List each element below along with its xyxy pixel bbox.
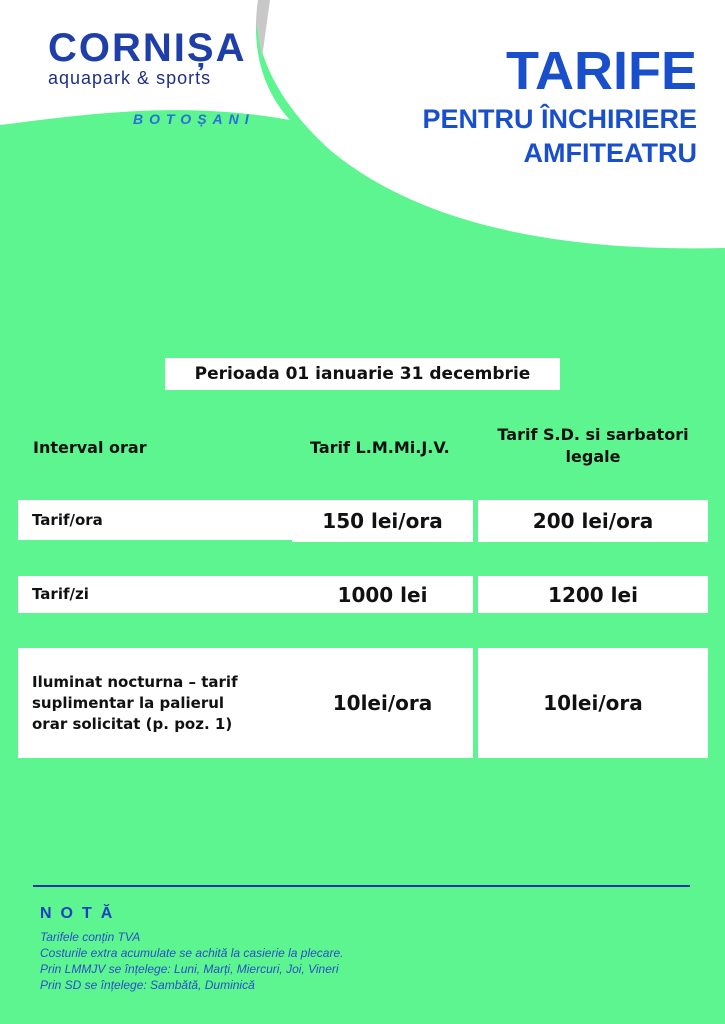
header-weekend [478,424,708,468]
brand-name: CORNIȘA [48,26,247,70]
row-night-label [18,648,301,758]
row-night-label-line1: Iluminat nocturna – tarif [32,672,238,691]
row-day-weekend: 1200 lei [478,576,708,613]
page-title [422,40,697,170]
period-banner: Perioada 01 ianuarie 31 decembrie [165,358,560,390]
nota-title: NOTĂ [40,905,122,922]
header-weekend-line2: legale [565,447,621,466]
title-main: TARIFE [506,41,697,101]
row-hour-weekend: 200 lei/ora [478,500,708,542]
brand-tagline: aquapark & sports [48,68,212,88]
header-weekend-line1: Tarif S.D. si sarbatori [497,425,689,444]
title-line-2: AMFITEATRU [523,138,697,168]
brand-city: BOTOȘANI [133,111,255,127]
nota-line-1: Tarifele conțin TVA [40,930,141,944]
row-night-weekend: 10lei/ora [478,648,708,758]
header-weekday: Tarif L.M.Mi.J.V. [310,438,450,457]
row-hour-label: Tarif/ora [18,500,301,540]
nota-line-4: Prin SD se înțelege: Sambătă, Duminică [40,978,255,992]
row-day-label: Tarif/zi [18,576,301,613]
nota-line-2: Costurile extra acumulate se achită la casierie la plecare. [40,946,344,960]
nota-divider [33,885,690,887]
nota-list [40,929,343,993]
row-hour-weekday: 150 lei/ora [292,500,473,542]
row-day-weekday: 1000 lei [292,576,473,613]
brand-logo [48,28,268,88]
title-line-1: PENTRU ÎNCHIRIERE [422,104,697,134]
header-interval: Interval orar [33,438,147,457]
nota-line-3: Prin LMMJV se înțelege: Luni, Marți, Miercuri, Joi, Vineri [40,962,339,976]
row-night-label-line2: suplimentar la palierul [32,693,225,712]
row-night-weekday: 10lei/ora [292,648,473,758]
row-night-label-line3: orar solicitat (p. poz. 1) [32,714,233,733]
